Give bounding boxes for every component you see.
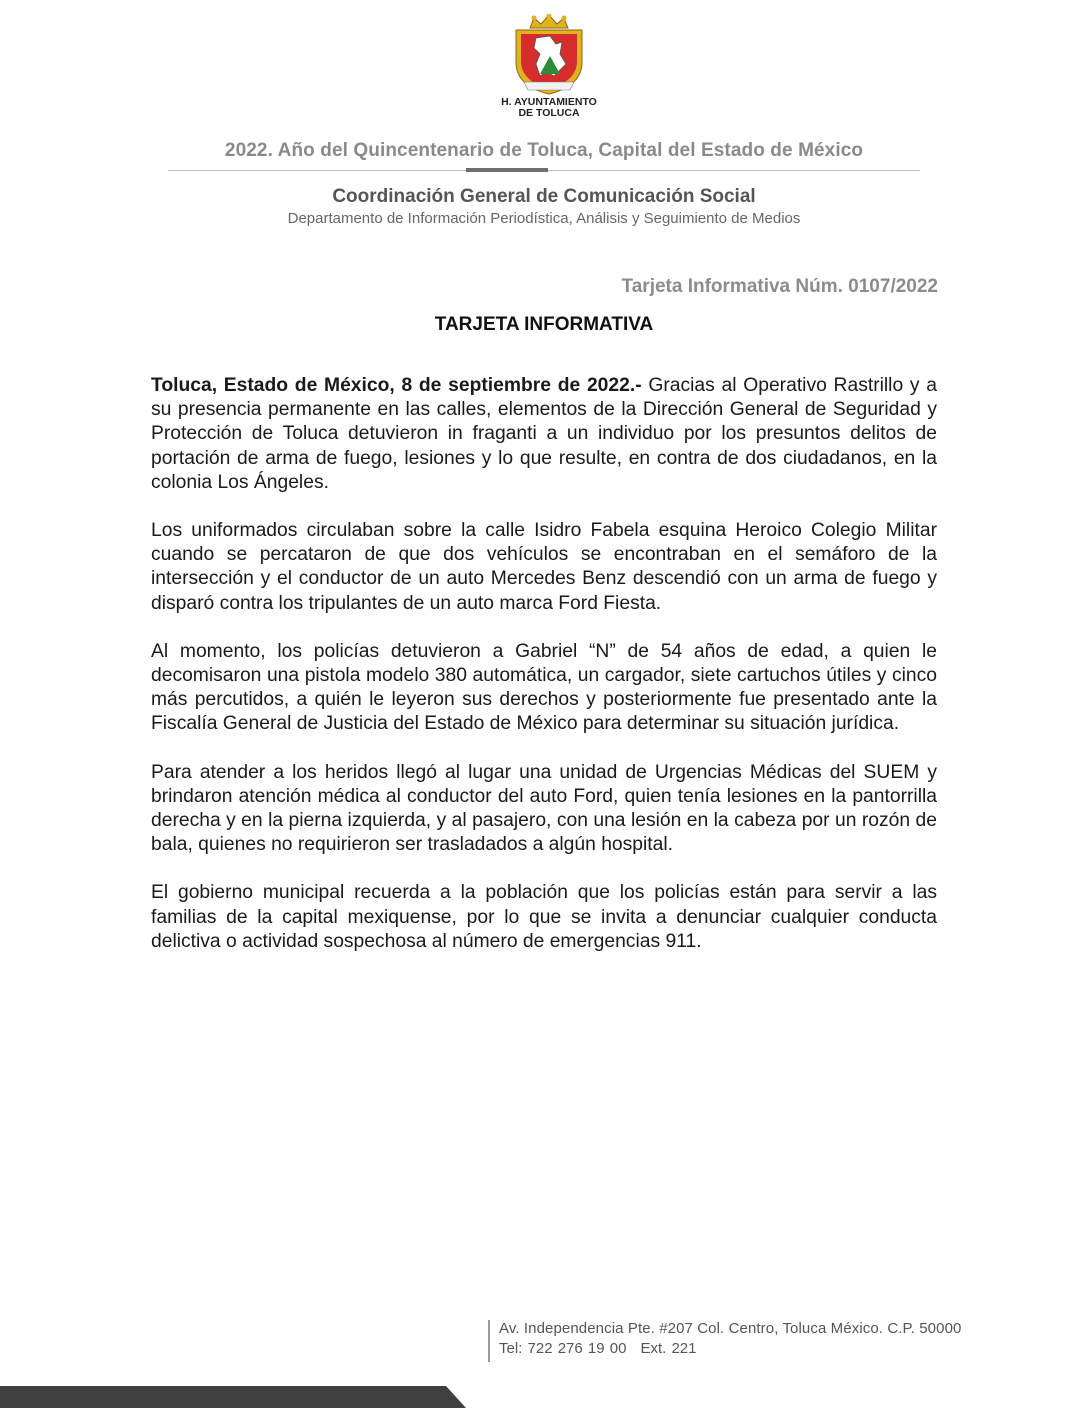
toluca-coat-of-arms-logo bbox=[494, 14, 604, 120]
logo-caption-line1: H. AYUNTAMIENTO bbox=[501, 96, 597, 108]
header-divider-accent bbox=[466, 168, 548, 172]
footer-contact bbox=[499, 1340, 696, 1357]
document-reference-number: Tarjeta Informativa Núm. 0107/2022 bbox=[621, 276, 938, 297]
logo-caption-line2: DE TOLUCA bbox=[518, 107, 580, 119]
coordination-heading: Coordinación General de Comunicación Social bbox=[332, 186, 756, 207]
body-paragraph: El gobierno municipal recuerda a la población que los policías están para servir a las familias de la capital mexiquense, por lo que se invita a denunciar cualquier conducta delictiva o actividad sospechosa al número de emergencias 911. bbox=[151, 882, 937, 952]
body-paragraph: Al momento, los policías detuvieron a Gabriel “N” de 54 años de edad, a quien le decomisaron una pistola modelo 380 automática, un cargador, siete cartuchos útiles y cinco más percutidos, a quién le leyeron sus derechos y posteriormente fue presentado ante la Fiscalía General de Justicia del Estado de México para determinar su situación jurídica. bbox=[151, 640, 937, 735]
dateline: Toluca, Estado de México, 8 de septiembre de 2022.- bbox=[151, 375, 642, 396]
document-body bbox=[151, 374, 937, 978]
department-subheading: Departamento de Información Periodística, Análisis y Seguimiento de Medios bbox=[287, 210, 801, 227]
lead-text: Gracias al Operativo Rastrillo y a su presencia permanente en las calles, elementos de la Dirección General de Seguridad y Protección de Toluca detuvieron in fraganti a un individuo por los presuntos delitos de portación de arma de fuego, lesiones y lo que resulte, en contra de dos ciudadanos, en la colonia Los Ángeles. bbox=[151, 375, 937, 493]
footer-phone: Tel: 722 276 19 00 bbox=[499, 1340, 627, 1357]
lead-paragraph bbox=[151, 374, 937, 495]
footer-extension: Ext. 221 bbox=[640, 1340, 697, 1357]
shield-emblem-icon bbox=[510, 14, 588, 96]
footer-address: Av. Independencia Pte. #207 Col. Centro, Toluca México. C.P. 50000 bbox=[499, 1320, 962, 1337]
year-motto-title: 2022. Año del Quincentenario de Toluca, Capital del Estado de México bbox=[224, 140, 864, 161]
body-paragraph: Los uniformados circulaban sobre la calle Isidro Fabela esquina Heroico Colegio Militar cuando se percataron de que dos vehículos se encontraban en el semáforo de la intersección y el conductor de un auto Mercedes Benz descendió con un arma de fuego y disparó contra los tripulantes de un auto marca Ford Fiesta. bbox=[151, 520, 937, 614]
document-title: TARJETA INFORMATIVA bbox=[434, 314, 654, 335]
footer-decorative-band bbox=[0, 1386, 466, 1408]
body-paragraph: Para atender a los heridos llegó al lugar una unidad de Urgencias Médicas del SUEM y brindaron atención médica al conductor del auto Ford, quien tenía lesiones en la pantorrilla derecha y en la pierna izquierda, y al pasajero, con una lesión en la cabeza por un rozón de bala, quienes no requirieron ser trasladados a algún hospital. bbox=[151, 761, 937, 856]
footer-divider bbox=[488, 1320, 490, 1362]
